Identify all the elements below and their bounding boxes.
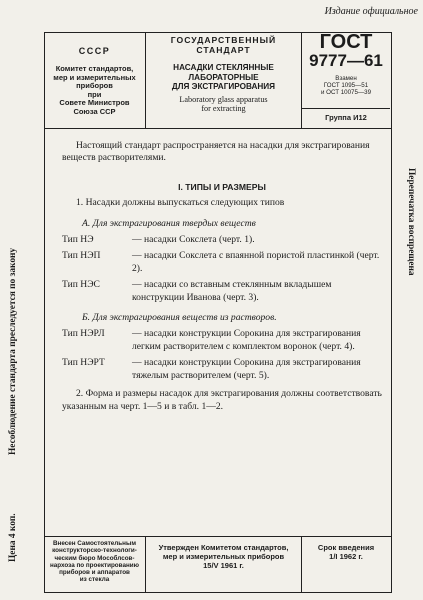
country-label: СССР — [78, 46, 111, 56]
replaces-line: и ОСТ 10075—39 — [320, 89, 372, 96]
type-label: Тип НЭРТ — [62, 357, 105, 369]
introduced-by-line: приборов и аппаратов — [59, 569, 130, 577]
type-label: Тип НЭРЛ — [62, 328, 105, 340]
document-header — [44, 32, 392, 129]
type-item — [62, 279, 382, 304]
subsection-a-title: А. Для экстрагирования твердых веществ — [82, 217, 256, 229]
gost-column — [302, 32, 390, 128]
document-title-ru — [146, 63, 301, 92]
committee-name — [44, 65, 145, 117]
introduced-by-line: ческим бюро Мособлсов- — [54, 554, 135, 562]
introduced-by-line: конструкторско-технологи- — [52, 547, 137, 555]
section-title: I. ТИПЫ И РАЗМЕРЫ — [178, 181, 266, 192]
approved-line: мер и измерительных приборов — [162, 552, 285, 561]
type-label: Тип НЭ — [62, 234, 94, 246]
group-label: Группа И12 — [302, 108, 390, 129]
committee-line: Комитет стандартов, — [55, 64, 134, 73]
title-en-line: for extracting — [201, 104, 246, 114]
price-label: Цена 4 коп. — [8, 513, 18, 562]
type-description: — насадки Сокслета с впаянной пористой пластинкой (черт. 2). — [132, 250, 380, 274]
committee-line: Совете Министров — [59, 98, 130, 108]
type-item — [62, 250, 382, 275]
type-item — [62, 234, 382, 246]
committee-line: приборов — [76, 81, 113, 91]
replaces-note — [302, 75, 390, 96]
reprint-notice-vertical: Перепечатка воспрещена — [406, 168, 416, 276]
type-item — [62, 328, 382, 353]
effective-date — [302, 537, 390, 599]
approved-by — [146, 537, 302, 593]
type-description: — насадки конструкции Сорокина для экстрагирования легким растворителем с комплектом воронок (черт. 4). — [132, 328, 361, 352]
title-en-line: Laboratory glass apparatus — [179, 94, 268, 104]
document-body — [62, 140, 382, 413]
publication-note: Издание официальное — [324, 6, 418, 17]
issuer-column — [44, 32, 146, 128]
committee-line: Союза ССР — [73, 106, 116, 116]
standard-heading — [146, 35, 301, 55]
document-footer — [44, 536, 392, 593]
standard-heading-line: ГОСУДАРСТВЕННЫЙ — [170, 35, 277, 45]
standard-heading-line: СТАНДАРТ — [196, 45, 251, 55]
approved-line: Утвержден Комитетом стандартов, — [158, 543, 289, 552]
type-label: Тип НЭП — [62, 250, 101, 262]
point-1: 1. Насадки должны выпускаться следующих типов — [76, 197, 285, 209]
replaces-line: ГОСТ 1095—51 — [323, 82, 369, 89]
document-title-en — [146, 95, 301, 114]
introduced-by-line: из стекла — [79, 576, 110, 584]
legal-notice-vertical: Несоблюдение стандарта преследуется по закону — [8, 247, 18, 455]
type-description: — насадки со вставным стеклянным вкладышем конструкции Иванова (черт. 3). — [132, 279, 332, 303]
gost-number: 9777—61 — [309, 51, 383, 70]
intro-paragraph: Настоящий стандарт распространяется на насадки для экстрагирования веществ растворителями. — [62, 140, 370, 164]
subsection-b-title: Б. Для экстрагирования веществ из растворов. — [82, 312, 277, 324]
committee-line: мер и измерительных — [53, 72, 136, 82]
type-label: Тип НЭС — [62, 279, 100, 291]
replaces-line: Взамен — [335, 75, 357, 82]
introduced-by-line: нархоза по проектированию — [49, 561, 139, 569]
gost-label: ГОСТ — [319, 31, 373, 53]
approved-line: 15/V 1961 г. — [203, 561, 244, 570]
title-column — [146, 32, 302, 128]
title-ru-line: ДЛЯ ЭКСТРАГИРОВАНИЯ — [171, 82, 276, 92]
introduced-by-line: Внесен Самостоятельным — [52, 540, 137, 547]
effective-line: 1/I 1962 г. — [329, 552, 363, 561]
type-item — [62, 357, 382, 382]
title-ru-line: ЛАБОРАТОРНЫЕ — [188, 72, 259, 82]
type-description: — насадки Сокслета (черт. 1). — [132, 234, 255, 246]
title-ru-line: НАСАДКИ СТЕКЛЯННЫЕ — [173, 63, 274, 72]
introduced-by — [44, 537, 146, 593]
effective-line: Срок введения — [317, 543, 375, 552]
committee-line: при — [87, 89, 102, 99]
type-description: — насадки конструкции Сорокина для экстрагирования тяжелым растворителем (черт. 5). — [132, 357, 361, 381]
point-2: 2. Форма и размеры насадок для экстрагирования должны соответствовать указанным на черт. 1—5 и в табл. 1—2. — [62, 388, 382, 412]
